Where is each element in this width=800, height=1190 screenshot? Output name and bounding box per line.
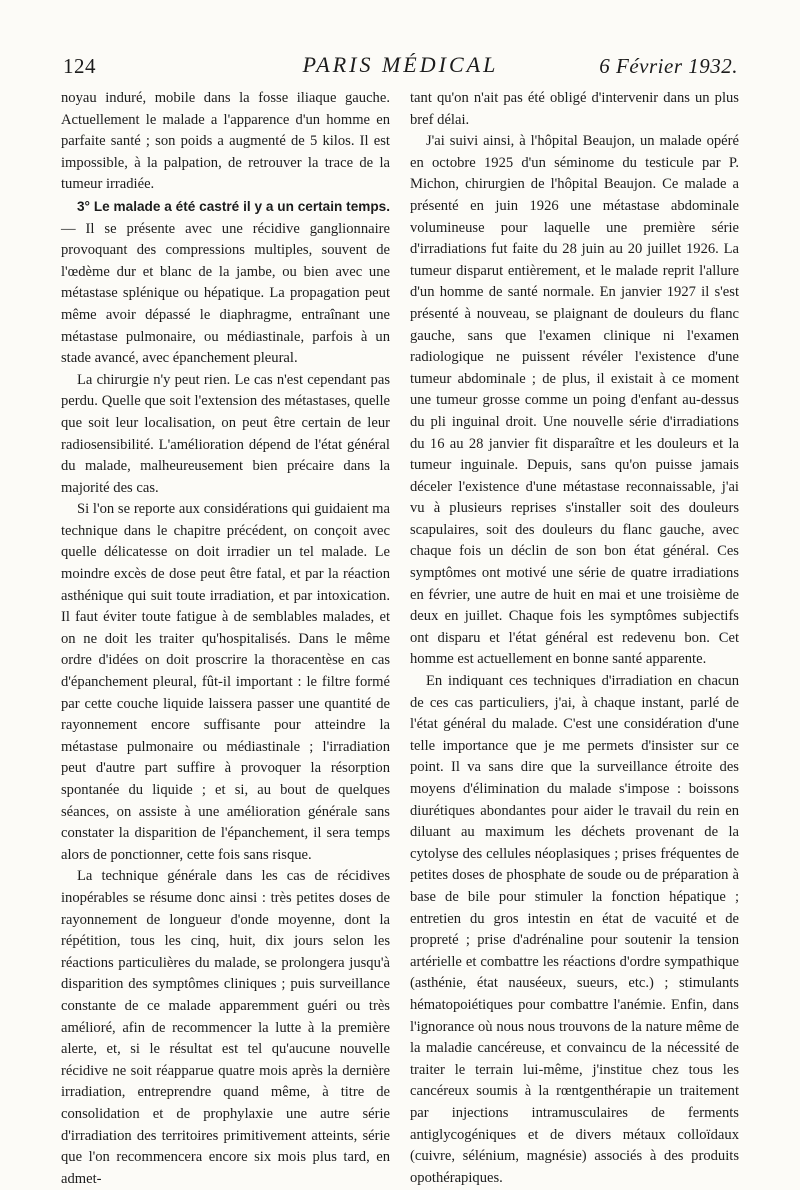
- paragraph: La technique générale dans les cas de récidives inopérables se résume donc ainsi : très petites doses de rayonnement de longueur d'onde moyenne, dont la répétition, tous les cinq, huit, dix jours selon les réactions particulières du malade, se prolongera jusqu'à disparition des symptômes cliniques ; puis surveillance constante de ce malade apparemment guéri ou très amélioré, afin de recommencer la lutte à la première alerte, et, si le résultat est tel qu'aucune nouvelle récidive ne soit réapparue quatre mois après la dernière irradiation, entreprendre quand même, à titre de consolidation et de prophylaxie une autre série d'irradiation des territoires primitivement atteints, série que l'on recommencera encore six mois plus tard, en admet-: [61, 868, 390, 1187]
- issue-date: 6 Février 1932.: [599, 54, 738, 78]
- paragraph: J'ai suivi ainsi, à l'hôpital Beaujon, un malade opéré en octobre 1925 d'un séminome du testicule par P. Michon, chirurgien de l'hôpital Beaujon. Ce malade a présenté en juin 1926 une métastase abdominale volumineuse pour laquelle une première série d'irradiations fut faite du 28 juin au 20 juillet 1926. La tumeur disparut entièrement, et le malade reprit l'allure d'un homme de santé normale. En janvier 1927 il s'est présenté à nouveau, se plaignant de douleurs du flanc gauche, sans que l'examen clinique ni l'examen radiologique ne puissent révéler l'existence d'une tumeur abdominale ; de plus, il existait à ce moment une tumeur grosse comme un poing d'enfant au-dessus du pli inguinal droit. Une nouvelle série d'irradiations du 16 au 28 janvier fit disparaître et les douleurs et la tumeur inguinale. Depuis, sans qu'on puisse jamais déceler l'existence d'une métastase reconnaissable, j'ai vu à plusieurs reprises s'installer soit des douleurs scapulaires, soit des douleurs du flanc gauche, avec chaque fois un déclin de son bon état général. Ces symptômes ont motivé une série de quatre irradiations en février, une autre de huit en mai et une troisième de deux en juillet. Chaque fois les symptômes subjectifs ont disparu et l'état général est redevenu bon. Cet homme est actuellement en bonne santé apparente.: [410, 133, 739, 668]
- page-header: [63, 50, 738, 82]
- paragraph: Si l'on se reporte aux considérations qui guidaient ma technique dans le chapitre précédent, on conçoit avec quelle délicatesse on doit irradier un tel malade. Le moindre excès de dose peut être fatal, et par la réaction asthénique qui suit toute irradiation, et par intoxication. Il faut éviter toute fatigue à de semblables malades, et on ne doit les traiter qu'hospitalisés. Dans le même ordre d'idées on doit proscrire la thoracentèse en cas d'épanchement pleural, fût-il important : le filtre formé par cette couche liquide laissera passer une quantité de rayonnement encore suffisante pour atteindre la métastase pulmonaire ou médiastinale ; l'irradiation peut d'autre part suffire à provoquer la résorption spontanée du liquide ; et si, au bout de quelques séances, on assiste à une amélioration générale sans constater la disparition de l'épanchement, il sera temps alors de ponctionner, cette fois sans risque.: [61, 501, 390, 863]
- paragraph: En indiquant ces techniques d'irradiation en chacun de ces cas particuliers, j'ai, à chaque instant, parlé de l'état général du malade. C'est une considération d'une telle importance que je me permets d'insister sur ce point. Il va sans dire que la surveillance étroite des moyens d'élimination du malade s'impose : boissons diurétiques abondantes pour aider le travail du rein en diluant au maximum les déchets provenant de la cytolyse des cellules néoplasiques ; prises fréquentes de petites doses de phosphate de soude ou de préparation à base de bile pour stimuler la fonction hépatique ; entretien du gros intestin en état de vacuité et de propreté ; prise d'adrénaline pour soutenir la tension artérielle et combattre les réactions d'ordre sympathique (asthénie, état nauséeux, sueurs, etc.) ; stimulants hématopoiétiques pour combattre l'anémie. Enfin, dans l'ignorance où nous nous trouvons de la nature même de la maladie cancéreuse, et convaincu de la nécessité de traiter le terrain lui-même, j'institue chez tous les cancéreux soumis à la rœntgenthérapie un traitement par injections intramusculaires de ferments antiglycogéniques et de divers métaux colloïdaux (cuivre, sélénium, magnésie) associés à des produits opothérapiques.: [410, 673, 739, 1186]
- section-heading: 3° Le malade a été castré il y a un certain temps.: [77, 198, 390, 214]
- section-paragraph: [61, 196, 390, 370]
- paragraph: noyau induré, mobile dans la fosse iliaque gauche. Actuellement le malade a l'apparence d'un homme en parfaite santé ; son poids a augmenté de 5 kilos. Il est impossible, à la palpation, de retrouver la trace de la tumeur irradiée.: [61, 90, 390, 193]
- section-text: — Il se présente avec une récidive ganglionnaire provoquant des compressions multiples, souvent de l'œdème dur et blanc de la jambe, ou bien avec une métastase splénique ou hépatique. La propagation peut même avoir dépassé le diaphragme, entraînant une métastase pulmonaire, ou médiastinale, parfois à un stade avancé, avec épanchement pleural.: [61, 220, 390, 367]
- page-number: 124: [63, 54, 96, 78]
- right-column: [410, 88, 739, 1189]
- journal-title: PARIS MÉDICAL: [302, 52, 499, 77]
- left-column: [61, 88, 390, 1190]
- paragraph: La chirurgie n'y peut rien. Le cas n'est cependant pas perdu. Quelle que soit l'extension des métastases, quelle que soit leur localisation, on peut être certain de leur radiosensibilité. L'amélioration dépend de l'état général du malade, malheureusement bien précaire dans la majorité des cas.: [61, 371, 390, 496]
- paragraph: tant qu'on n'ait pas été obligé d'intervenir dans un plus bref délai.: [410, 90, 739, 128]
